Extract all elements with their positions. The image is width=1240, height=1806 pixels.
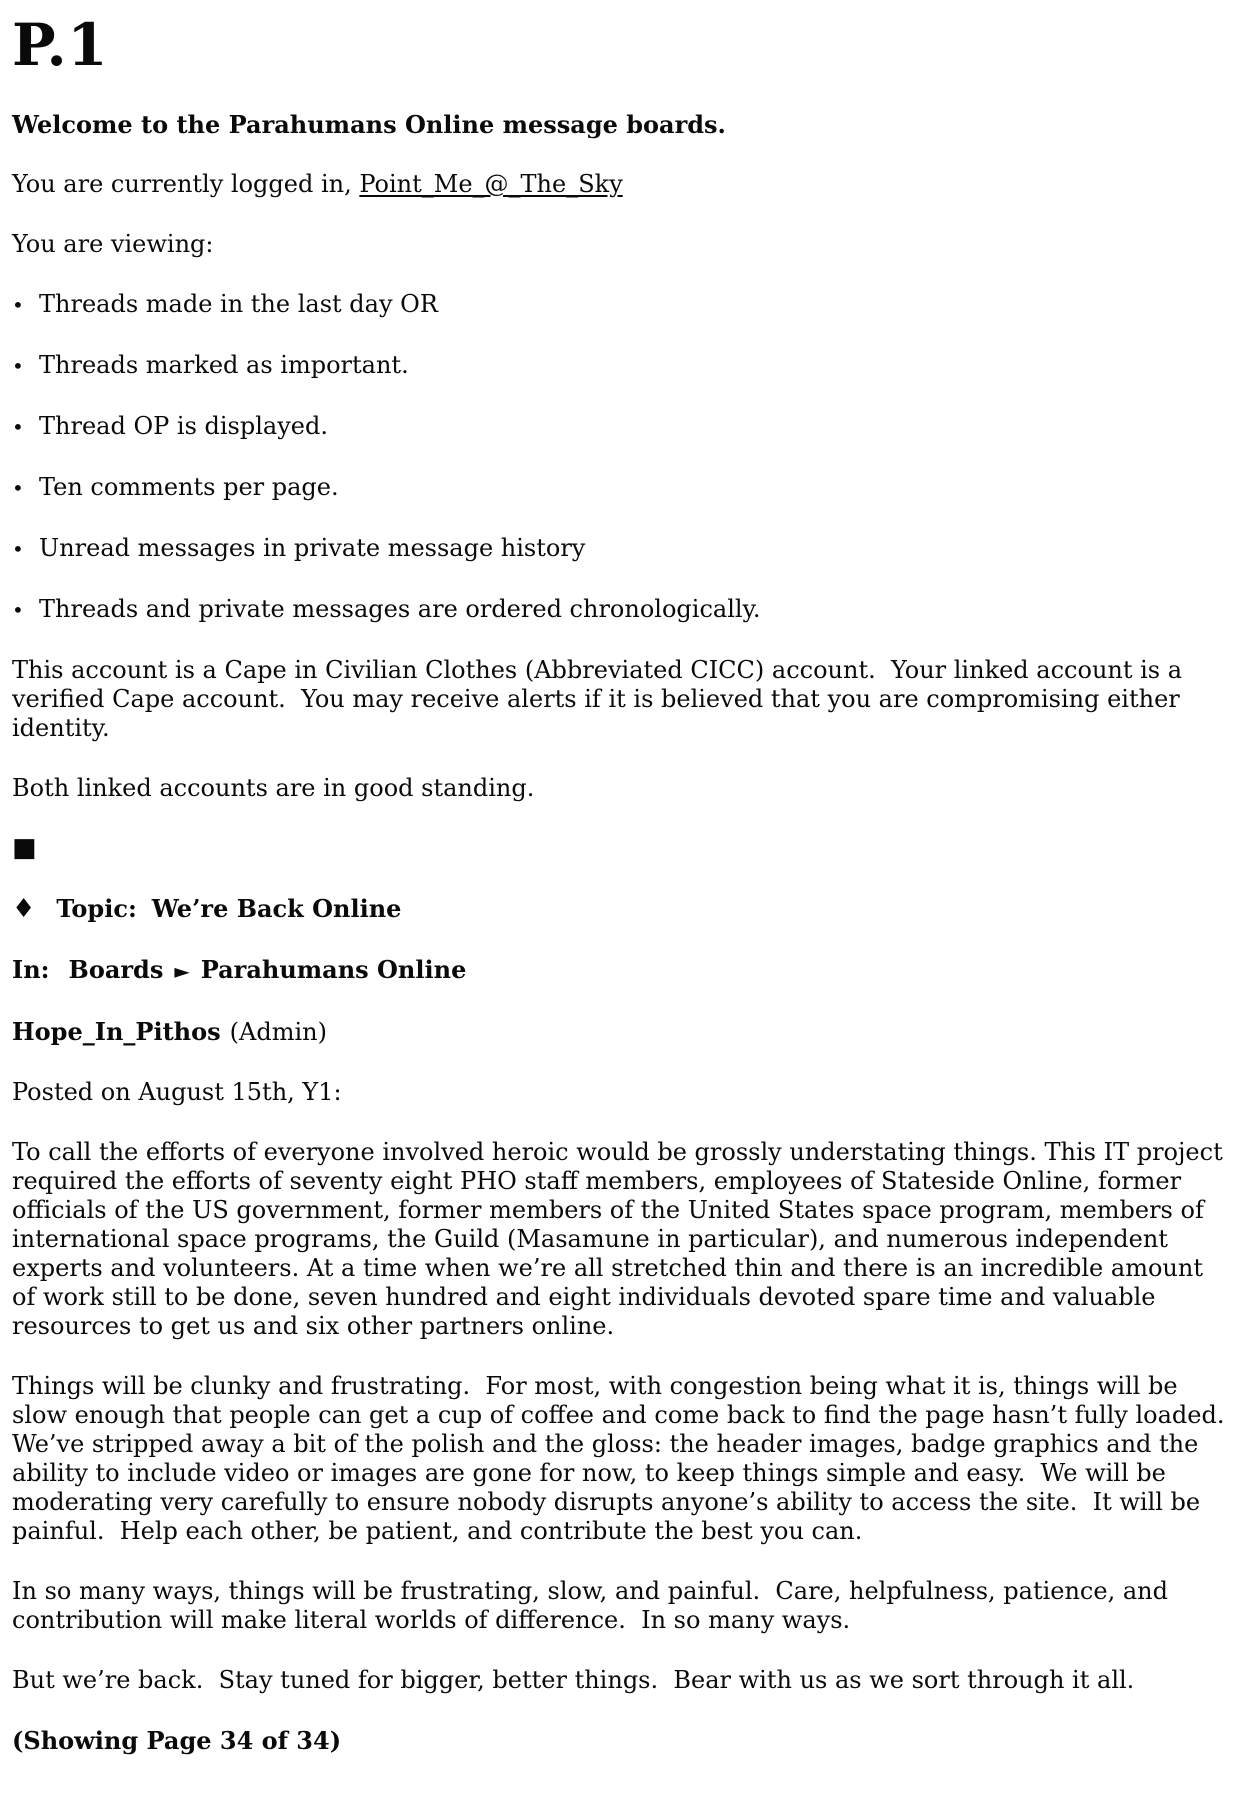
account-standing-note: Both linked accounts are in good standing.: [12, 774, 535, 802]
breadcrumb-item-boards: Boards: [68, 955, 164, 984]
post-author: Hope_In_Pithos: [12, 1017, 221, 1046]
chapter-heading: P.1: [12, 11, 109, 79]
welcome-line: Welcome to the Parahumans Online message boards.: [12, 110, 726, 139]
post-paragraph: Things will be clunky and frustrating. For most, with congestion being what it is, things will be slow enough that people can get a cup of coffee and come back to find the page hasn’t fully loaded. We’ve stripped away a bit of the polish and the gloss: the header images, badge graphics and the ability to include video or images are gone for now, to keep things simple and easy. We will be moderating very carefully to ensure nobody disrupts anyone’s ability to access the site. It will be painful. Help each other, be patient, and contribute the best you can.: [12, 1372, 1240, 1545]
topic-diamond-icon: ♦: [12, 894, 36, 924]
breadcrumb-item-section: Parahumans Online: [200, 955, 467, 984]
list-item-text: Thread OP is displayed.: [39, 412, 328, 440]
bullet-icon: •: [12, 354, 24, 378]
post-paragraph: To call the efforts of everyone involved heroic would be grossly understating things. This IT project required the efforts of seventy eight PHO staff members, employees of Stateside Online, former officials of the US government, former members of the United States space program, members of international space programs, the Guild (Masamune in particular), and numerous independent experts and volunteers. At a time when we’re all stretched thin and there is an incredible amount of work still to be done, seven hundred and eight individuals devoted spare time and valuable resources to get us and six other partners online.: [12, 1138, 1231, 1340]
list-item-text: Threads made in the last day OR: [39, 290, 438, 318]
list-item-text: Ten comments per page.: [39, 473, 339, 501]
bullet-icon: •: [12, 537, 24, 561]
list-item: [12, 290, 1230, 320]
list-item: [12, 534, 1230, 564]
separator-square-icon: ■: [12, 833, 37, 863]
topic-title: We’re Back Online: [151, 894, 402, 923]
pagination-status: (Showing Page 34 of 34): [12, 1726, 342, 1755]
topic-label: Topic:: [56, 894, 137, 923]
list-item-text: Unread messages in private message history: [39, 534, 586, 562]
viewing-label: You are viewing:: [12, 230, 214, 258]
account-type-note: This account is a Cape in Civilian Clothes (Abbreviated CICC) account. Your linked account is a verified Cape account. You may receive alerts if it is believed that you are compromising either identity.: [12, 656, 1190, 742]
bullet-icon: •: [12, 293, 24, 317]
breadcrumb-label: In:: [12, 955, 50, 984]
post-paragraph: In so many ways, things will be frustrating, slow, and painful. Care, helpfulness, patience, and contribution will make literal worlds of difference. In so many ways.: [12, 1577, 1176, 1634]
bullet-icon: •: [12, 598, 24, 622]
post-date-line: Posted on August 15th, Y1:: [12, 1078, 342, 1106]
topic-line: [12, 894, 1230, 924]
login-status-text: You are currently logged in,: [12, 170, 360, 198]
login-status-line: [12, 170, 1230, 199]
list-item: [12, 412, 1230, 442]
list-item-text: Threads and private messages are ordered chronologically.: [39, 595, 761, 623]
logged-in-user-link[interactable]: Point_Me_@_The_Sky: [359, 170, 623, 198]
list-item-text: Threads marked as important.: [39, 351, 409, 379]
bullet-icon: •: [12, 415, 24, 439]
breadcrumb-arrow-icon: ►: [174, 959, 190, 983]
viewing-options-list: [12, 290, 1230, 625]
bullet-icon: •: [12, 476, 24, 500]
breadcrumb: [12, 955, 1230, 986]
list-item: [12, 473, 1230, 503]
list-item: [12, 595, 1230, 625]
list-item: [12, 351, 1230, 381]
post-author-line: [12, 1017, 1230, 1047]
post-paragraph: But we’re back. Stay tuned for bigger, better things. Bear with us as we sort through it all.: [12, 1666, 1135, 1694]
post-author-role: (Admin): [229, 1018, 327, 1046]
